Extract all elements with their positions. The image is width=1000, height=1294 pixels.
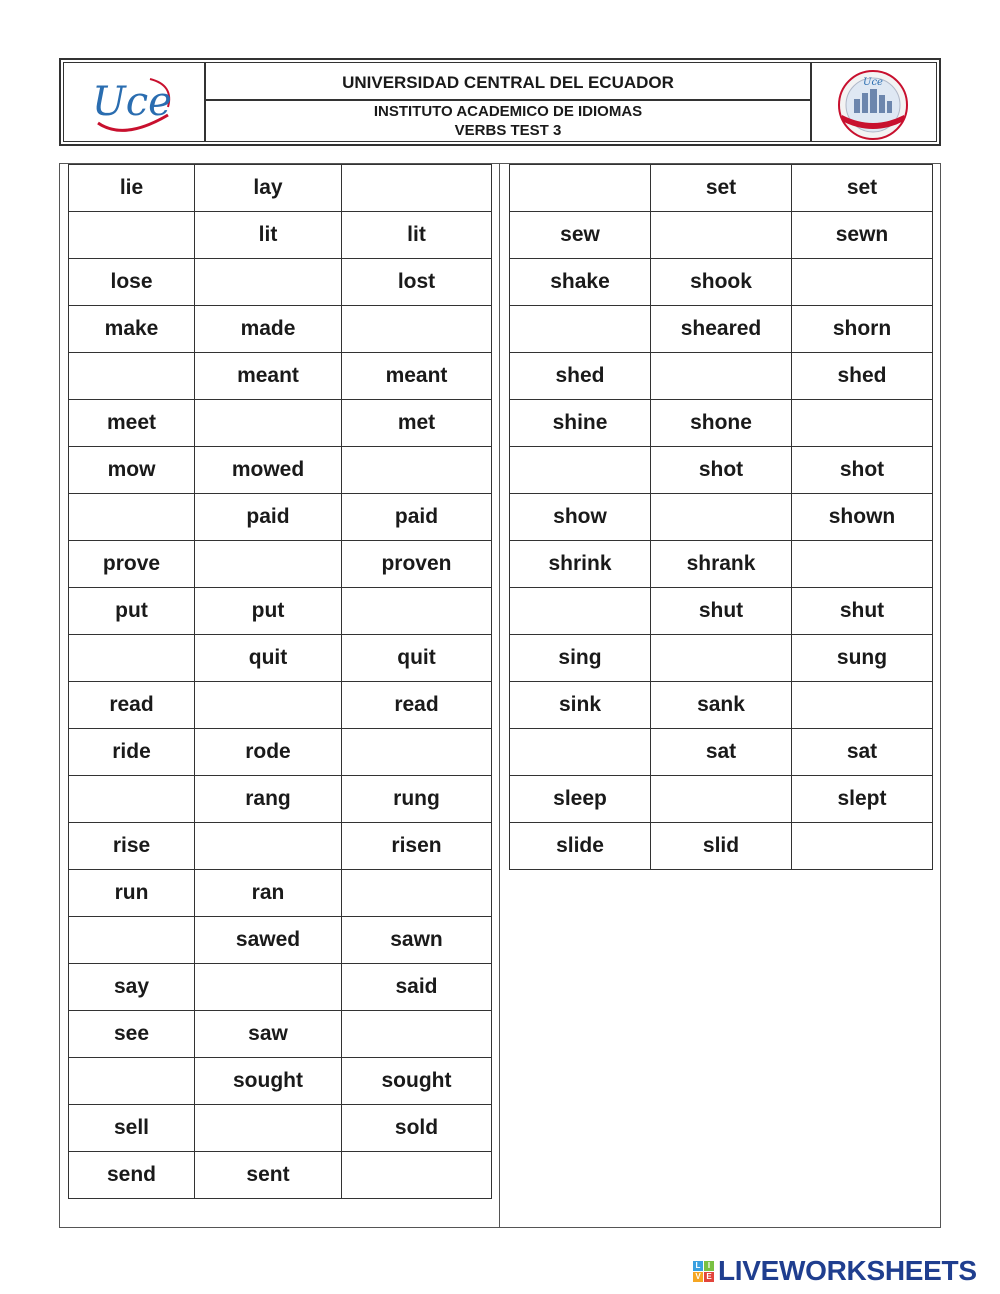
answer-blank-cell[interactable] [195,259,342,306]
answer-blank-cell[interactable] [195,823,342,870]
verb-row [69,823,492,870]
verb-row [69,400,492,447]
verb-form-cell: shed [510,353,651,400]
verb-form-cell: sought [342,1058,492,1105]
verb-row [510,541,933,588]
verb-row [510,776,933,823]
verbs-table-right [509,164,933,870]
verb-form-cell: sing [510,635,651,682]
answer-blank-cell[interactable] [342,588,492,635]
verb-form-cell: paid [195,494,342,541]
test-title: VERBS TEST 3 [454,122,562,139]
verb-row [69,1152,492,1199]
answer-blank-cell[interactable] [651,635,792,682]
answer-blank-cell[interactable] [342,306,492,353]
verb-row [510,682,933,729]
answer-blank-cell[interactable] [69,635,195,682]
verb-row [510,494,933,541]
answer-blank-cell[interactable] [792,259,933,306]
verb-form-cell: shed [792,353,933,400]
answer-blank-cell[interactable] [792,541,933,588]
answer-blank-cell[interactable] [69,494,195,541]
answer-blank-cell[interactable] [792,823,933,870]
verb-form-cell: shut [792,588,933,635]
verb-form-cell: sewn [792,212,933,259]
verb-row [510,588,933,635]
answer-blank-cell[interactable] [195,682,342,729]
institute-name: INSTITUTO ACADEMICO DE IDIOMAS [373,103,643,120]
verb-form-cell: quit [195,635,342,682]
verb-form-cell: lost [342,259,492,306]
column-divider [499,163,500,1228]
verb-row [510,212,933,259]
verb-form-cell: shot [651,447,792,494]
verb-form-cell: sew [510,212,651,259]
answer-blank-cell[interactable] [342,1152,492,1199]
verb-form-cell: sell [69,1105,195,1152]
answer-blank-cell[interactable] [195,400,342,447]
verb-form-cell: shut [651,588,792,635]
verb-form-cell: lose [69,259,195,306]
uce-logo-icon [64,65,202,145]
verb-form-cell: made [195,306,342,353]
verb-form-cell: sung [792,635,933,682]
liveworksheets-brand[interactable] [693,1255,977,1287]
verb-form-cell: put [195,588,342,635]
verb-row [69,776,492,823]
verb-row [69,541,492,588]
verb-form-cell: say [69,964,195,1011]
verb-form-cell: proven [342,541,492,588]
verb-form-cell: sleep [510,776,651,823]
verb-form-cell: risen [342,823,492,870]
verb-row [69,494,492,541]
answer-blank-cell[interactable] [510,165,651,212]
answer-blank-cell[interactable] [510,729,651,776]
logo-letter: I [704,1261,714,1271]
verb-form-cell: send [69,1152,195,1199]
verb-form-cell: run [69,870,195,917]
verb-form-cell: lie [69,165,195,212]
verb-row [69,447,492,494]
subtitle-block [206,101,810,141]
answer-blank-cell[interactable] [342,729,492,776]
institute-seal-cell [810,63,936,141]
verb-row [69,1011,492,1058]
answer-blank-cell[interactable] [792,400,933,447]
verb-form-cell: slid [651,823,792,870]
answer-blank-cell[interactable] [510,588,651,635]
verb-form-cell: rang [195,776,342,823]
verb-row [69,1058,492,1105]
header-inner-frame [63,62,937,142]
verbs-table-left [68,164,492,1199]
verb-form-cell: sold [342,1105,492,1152]
verb-form-cell: sheared [651,306,792,353]
verb-form-cell: saw [195,1011,342,1058]
verb-row [510,400,933,447]
verb-row [69,165,492,212]
answer-blank-cell[interactable] [651,776,792,823]
svg-text:Uce: Uce [92,79,172,125]
verb-row [510,259,933,306]
verb-form-cell: met [342,400,492,447]
verb-row [69,870,492,917]
institute-seal-icon [812,65,934,145]
verb-form-cell: lay [195,165,342,212]
verb-form-cell: read [69,682,195,729]
answer-blank-cell[interactable] [651,353,792,400]
verb-form-cell: put [69,588,195,635]
verb-form-cell: shot [792,447,933,494]
verb-row [69,1105,492,1152]
verb-form-cell: meet [69,400,195,447]
verb-form-cell: shone [651,400,792,447]
verb-form-cell: prove [69,541,195,588]
answer-blank-cell[interactable] [195,1105,342,1152]
svg-text:Uce: Uce [863,77,883,88]
verb-row [510,306,933,353]
answer-blank-cell[interactable] [342,1011,492,1058]
verb-row [510,165,933,212]
verb-form-cell: sawn [342,917,492,964]
verb-row [510,729,933,776]
verb-form-cell: mowed [195,447,342,494]
verb-row [69,964,492,1011]
verb-form-cell: shook [651,259,792,306]
verb-form-cell: rung [342,776,492,823]
verb-form-cell: sat [651,729,792,776]
answer-blank-cell[interactable] [195,964,342,1011]
verb-row [69,212,492,259]
logo-letter: E [704,1272,714,1282]
verb-row [69,306,492,353]
verb-form-cell: sat [792,729,933,776]
answer-blank-cell[interactable] [69,212,195,259]
logo-letter: L [693,1261,703,1271]
verb-form-cell: slide [510,823,651,870]
brand-name: LIVEWORKSHEETS [718,1255,977,1286]
answer-blank-cell[interactable] [651,212,792,259]
university-title: UNIVERSIDAD CENTRAL DEL ECUADOR [206,63,810,101]
verb-form-cell: sink [510,682,651,729]
answer-blank-cell[interactable] [510,306,651,353]
verb-form-cell: slept [792,776,933,823]
verb-form-cell: ran [195,870,342,917]
answer-blank-cell[interactable] [792,682,933,729]
verb-form-cell: shrink [510,541,651,588]
verb-row [510,353,933,400]
verb-row [69,635,492,682]
verb-row [69,353,492,400]
answer-blank-cell[interactable] [510,447,651,494]
verb-form-cell: ride [69,729,195,776]
verb-form-cell: rise [69,823,195,870]
logo-letter: V [693,1272,703,1282]
verb-form-cell: see [69,1011,195,1058]
verb-row [69,259,492,306]
verb-form-cell: set [792,165,933,212]
answer-blank-cell[interactable] [69,353,195,400]
liveworksheets-logo-icon [693,1261,714,1282]
verb-form-cell: mow [69,447,195,494]
verb-row [510,447,933,494]
verb-form-cell: show [510,494,651,541]
verb-form-cell: lit [195,212,342,259]
verb-form-cell: sank [651,682,792,729]
verb-form-cell: said [342,964,492,1011]
verb-row [510,823,933,870]
verb-form-cell: sought [195,1058,342,1105]
verb-form-cell: sawed [195,917,342,964]
verb-form-cell: make [69,306,195,353]
answer-blank-cell[interactable] [342,447,492,494]
answer-blank-cell[interactable] [69,1058,195,1105]
verb-form-cell: quit [342,635,492,682]
answer-blank-cell[interactable] [342,870,492,917]
verb-form-cell: paid [342,494,492,541]
verb-form-cell: meant [195,353,342,400]
document-header [59,58,941,146]
verb-form-cell: shorn [792,306,933,353]
verb-form-cell: shown [792,494,933,541]
answer-blank-cell[interactable] [69,776,195,823]
verb-form-cell: shine [510,400,651,447]
answer-blank-cell[interactable] [651,494,792,541]
answer-blank-cell[interactable] [195,541,342,588]
verb-form-cell: read [342,682,492,729]
verb-form-cell: set [651,165,792,212]
verb-row [69,917,492,964]
verb-form-cell: sent [195,1152,342,1199]
verb-form-cell: shrank [651,541,792,588]
verb-row [69,729,492,776]
verb-row [69,588,492,635]
verb-row [69,682,492,729]
verb-form-cell: meant [342,353,492,400]
verb-form-cell: shake [510,259,651,306]
verb-form-cell: rode [195,729,342,776]
verb-row [510,635,933,682]
verb-form-cell: lit [342,212,492,259]
answer-blank-cell[interactable] [69,917,195,964]
answer-blank-cell[interactable] [342,165,492,212]
uce-logo-cell [64,63,206,141]
